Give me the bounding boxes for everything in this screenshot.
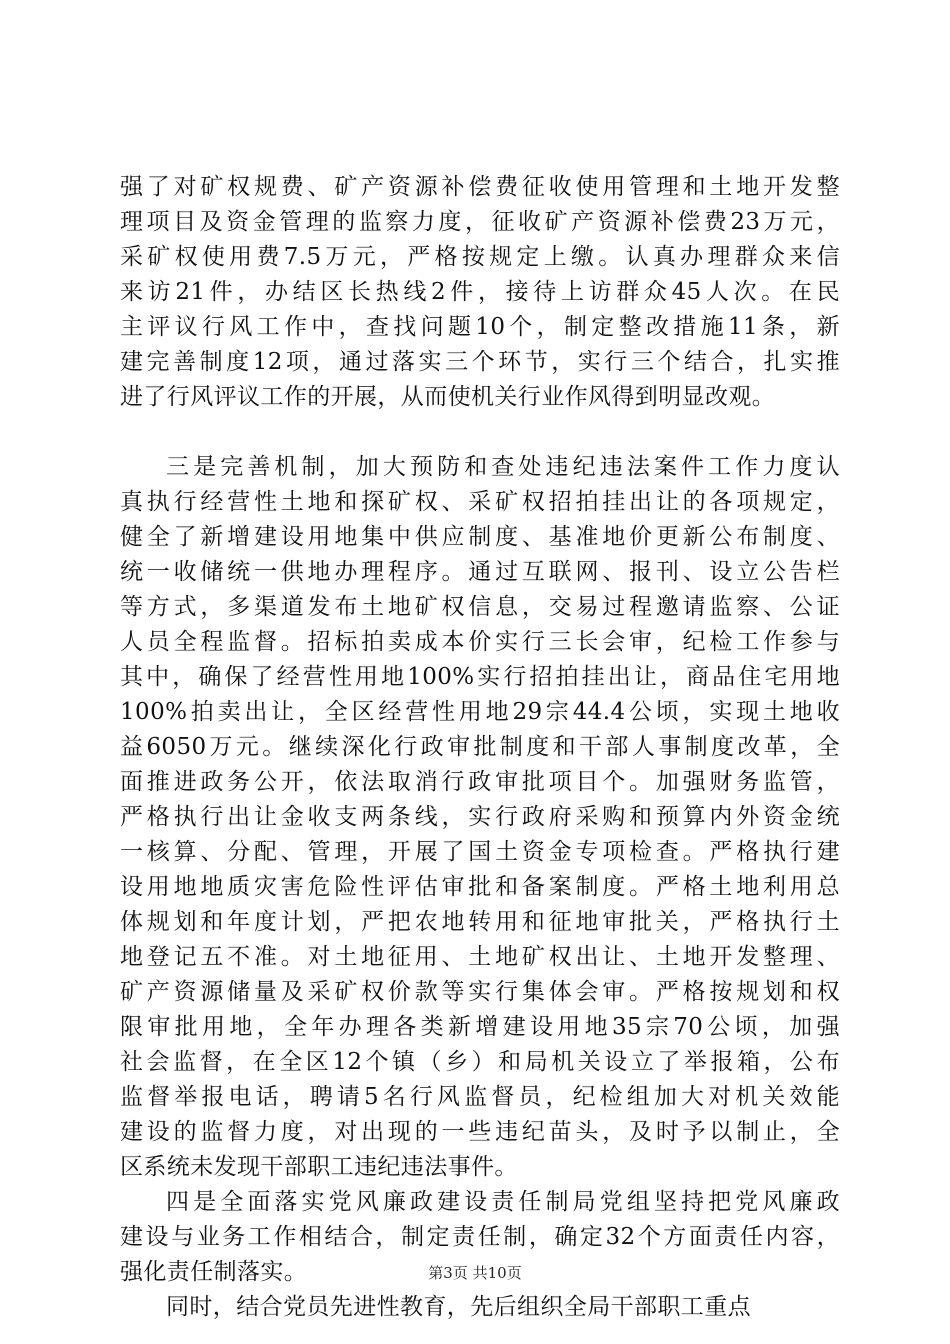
- text-line: 采矿权使用费7.5万元，严格按规定上缴。认真办理群众来信: [120, 244, 840, 270]
- document-body: [120, 170, 840, 1325]
- paragraph-spacer: [120, 415, 840, 450]
- text-line: 同时，结合党员先进性教育，先后组织全局干部职工重点: [166, 1294, 751, 1320]
- text-line: 限审批用地，全年办理各类新增建设用地35宗70公顷，加强: [120, 1014, 840, 1040]
- page-number-label: 第3页 共10页: [428, 1264, 522, 1282]
- text-line: 益6050万元。继续深化行政审批制度和干部人事制度改革，全: [120, 734, 840, 760]
- text-line: 其中，确保了经营性用地100%实行招拍挂出让，商品住宅用地: [120, 664, 840, 690]
- text-line: 主评议行风工作中，查找问题10个，制定整改措施11条，新: [120, 314, 840, 340]
- text-line: 理项目及资金管理的监察力度，征收矿产资源补偿费23万元，: [120, 209, 840, 235]
- text-line: 设用地地质灾害危险性评估审批和备案制度。严格土地利用总: [120, 874, 840, 900]
- text-line: 进了行风评议工作的开展，从而使机关行业作风得到明显改观。: [120, 384, 776, 410]
- text-line: 强化责任制落实。: [120, 1259, 308, 1285]
- text-line: 一核算、分配、管理，开展了国土资金专项检查。严格执行建: [120, 839, 840, 865]
- text-line: 建设的监督力度，对出现的一些违纪苗头，及时予以制止，全: [120, 1119, 840, 1145]
- text-line: 真执行经营性土地和探矿权、采矿权招拍挂出让的各项规定，: [120, 489, 840, 515]
- paragraph-1: [120, 170, 840, 415]
- text-line: 统一收储统一供地办理程序。通过互联网、报刊、设立公告栏: [120, 559, 840, 585]
- text-line: 100%拍卖出让，全区经营性用地29宗44.4公顷，实现土地收: [120, 699, 840, 725]
- text-line: 四是全面落实党风廉政建设责任制局党组坚持把党风廉政: [166, 1189, 840, 1215]
- text-line: 健全了新增建设用地集中供应制度、基准地价更新公布制度、: [120, 524, 840, 550]
- text-line: 人员全程监督。招标拍卖成本价实行三长会审，纪检工作参与: [120, 629, 840, 655]
- text-line: 监督举报电话，聘请5名行风监督员，纪检组加大对机关效能: [120, 1084, 840, 1110]
- text-line: 建设与业务工作相结合，制定责任制，确定32个方面责任内容，: [120, 1224, 840, 1250]
- text-line: 区系统未发现干部职工违纪违法事件。: [120, 1154, 518, 1180]
- text-line: 三是完善机制，加大预防和查处违纪违法案件工作力度认: [166, 454, 840, 480]
- text-line: 建完善制度12项，通过落实三个环节，实行三个结合，扎实推: [120, 349, 840, 375]
- text-line: 矿产资源储量及采矿权价款等实行集体会审。严格按规划和权: [120, 979, 840, 1005]
- paragraph-4: [120, 1290, 840, 1325]
- paragraph-2: [120, 450, 840, 1185]
- text-line: 来访21件，办结区长热线2件，接待上访群众45人次。在民: [120, 279, 840, 305]
- text-line: 面推进政务公开，依法取消行政审批项目个。加强财务监管，: [120, 769, 840, 795]
- text-line: 等方式，多渠道发布土地矿权信息，交易过程邀请监察、公证: [120, 594, 840, 620]
- text-line: 社会监督，在全区12个镇（乡）和局机关设立了举报箱，公布: [120, 1049, 840, 1075]
- text-line: 严格执行出让金收支两条线，实行政府采购和预算内外资金统: [120, 804, 840, 830]
- text-line: 地登记五不准。对土地征用、土地矿权出让、土地开发整理、: [120, 944, 840, 970]
- text-line: 强了对矿权规费、矿产资源补偿费征收使用管理和土地开发整: [120, 174, 840, 200]
- text-line: 体规划和年度计划，严把农地转用和征地审批关，严格执行土: [120, 909, 840, 935]
- page-footer: [0, 1262, 950, 1284]
